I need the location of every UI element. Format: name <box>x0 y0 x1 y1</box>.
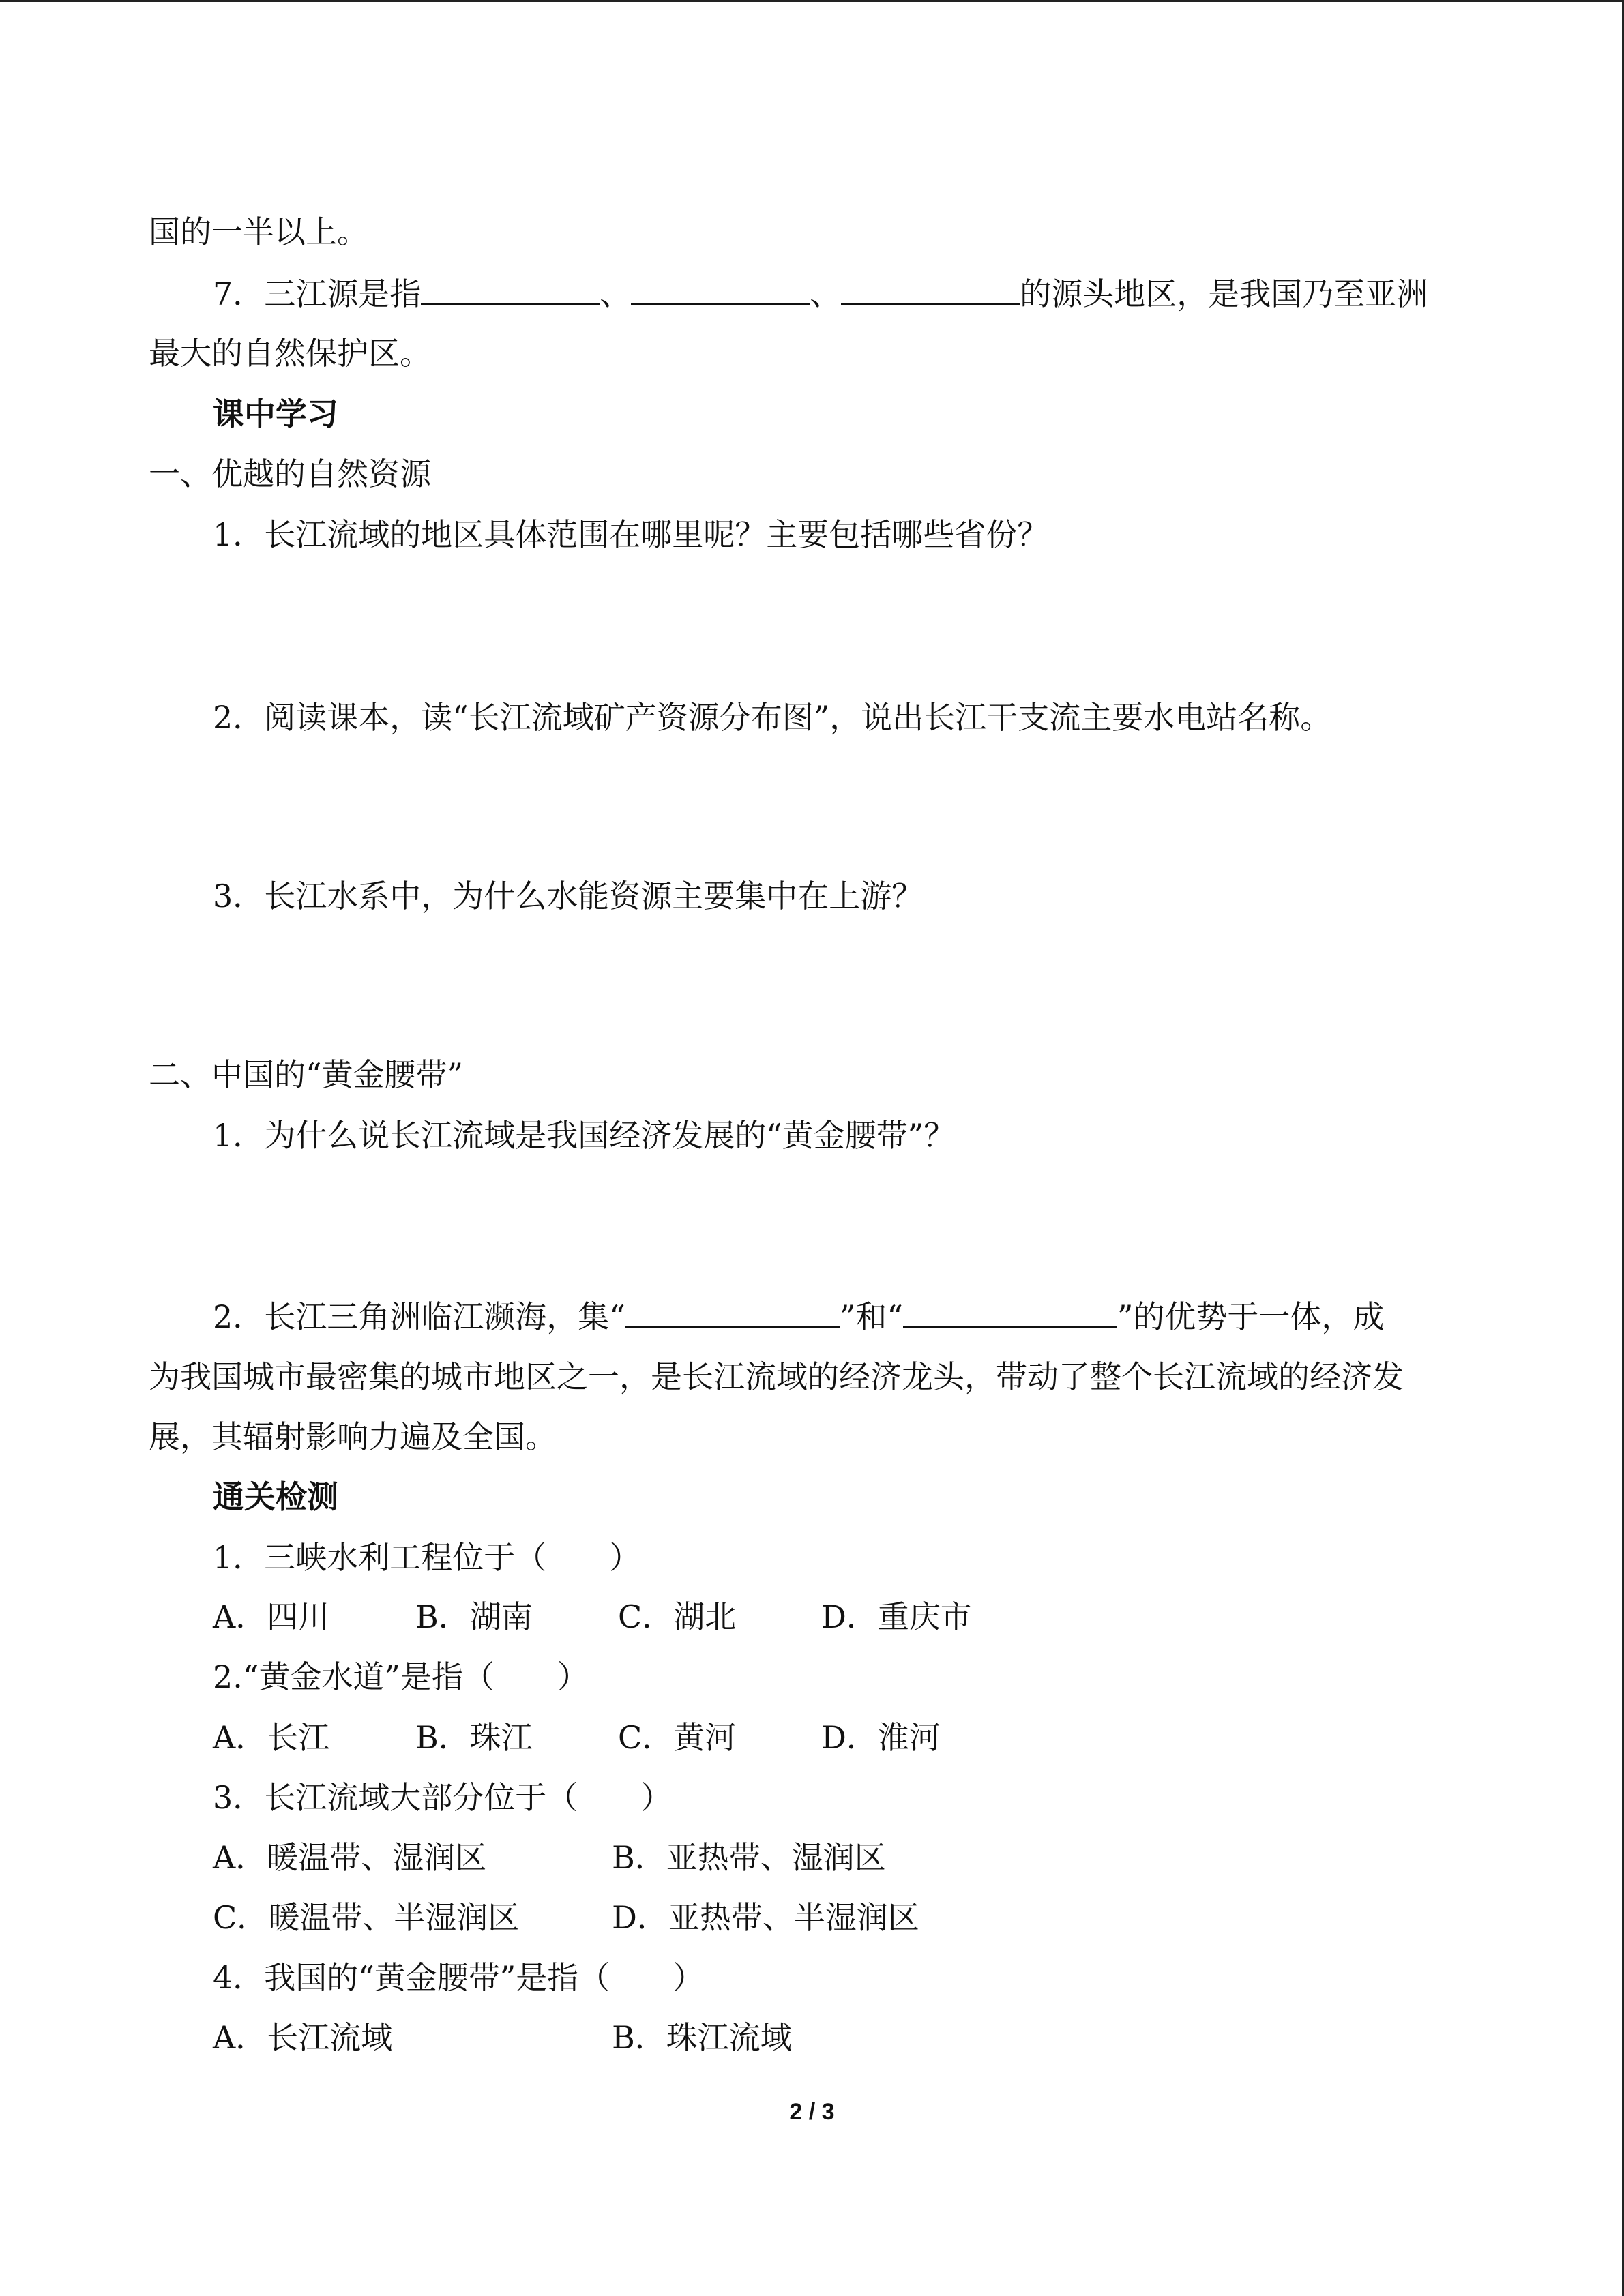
question-7-line-2: 最大的自然保护区。 <box>149 335 431 372</box>
question-7-suffix: 的源头地区，是我国乃至亚洲 <box>1020 275 1428 312</box>
test-4-option-a: A．长江流域 <box>213 2019 393 2056</box>
answer-blank[interactable] <box>631 273 810 305</box>
heading-test: 通关检测 <box>213 1478 338 1515</box>
question-2-prefix: 2．长江三角洲临江濒海，集“ <box>213 1298 625 1335</box>
separator: 、 <box>810 275 842 312</box>
test-2-stem: 2.“黄金水道”是指（ ） <box>213 1658 589 1695</box>
question-2-mid: ”和“ <box>839 1298 903 1335</box>
page-number: 2 / 3 <box>789 2099 835 2125</box>
section-1-title: 一、优越的自然资源 <box>149 456 431 492</box>
test-2-option-b: B．珠江 <box>415 1719 533 1756</box>
test-4-option-b: B．珠江流域 <box>612 2019 792 2056</box>
test-2-option-d: D．淮河 <box>821 1719 941 1756</box>
answer-blank[interactable] <box>625 1296 840 1328</box>
answer-blank[interactable] <box>421 273 600 305</box>
test-1-option-a: A．四川 <box>213 1598 330 1635</box>
test-1-option-d: D．重庆市 <box>821 1598 972 1635</box>
section-2-question-2-line-2: 为我国城市最密集的城市地区之一，是长江流域的经济龙头，带动了整个长江流域的经济发 <box>149 1358 1404 1395</box>
question-7-line-1 <box>213 273 1428 314</box>
test-3-stem: 3．长江流域大部分位于（ ） <box>213 1779 673 1816</box>
test-2-option-c: C．黄河 <box>618 1719 737 1756</box>
test-4-stem: 4．我国的“黄金腰带”是指（ ） <box>213 1959 705 1996</box>
question-2-suffix: ”的优势于一体，成 <box>1117 1298 1385 1335</box>
test-1-option-c: C．湖北 <box>618 1598 737 1635</box>
test-1-stem: 1．三峡水利工程位于（ ） <box>213 1539 641 1576</box>
continued-line: 国的一半以上。 <box>149 213 368 250</box>
section-1-question-2: 2．阅读课本，读“长江流域矿产资源分布图”，说出长江干支流主要水电站名称。 <box>213 699 1332 736</box>
section-2-question-2-line-3: 展，其辐射影响力遍及全国。 <box>149 1418 557 1455</box>
answer-blank[interactable] <box>903 1296 1117 1328</box>
section-1-question-3: 3．长江水系中，为什么水能资源主要集中在上游？ <box>213 878 924 914</box>
question-7-prefix: 7．三江源是指 <box>213 275 422 312</box>
section-1-question-1: 1．长江流域的地区具体范围在哪里呢？主要包括哪些省份？ <box>213 516 1049 553</box>
section-2-title: 二、中国的“黄金腰带” <box>149 1056 464 1093</box>
test-2-option-a: A．长江 <box>213 1719 330 1756</box>
separator: 、 <box>600 275 632 312</box>
section-2-question-1: 1．为什么说长江流域是我国经济发展的“黄金腰带”？ <box>213 1117 956 1154</box>
answer-blank[interactable] <box>841 273 1020 305</box>
test-3-option-a: A．暖温带、湿润区 <box>213 1839 487 1876</box>
test-3-option-d: D．亚热带、半湿润区 <box>612 1899 919 1936</box>
test-1-option-b: B．湖南 <box>415 1598 533 1635</box>
heading-in-class: 课中学习 <box>213 396 338 432</box>
section-2-question-2-line-1 <box>213 1296 1384 1337</box>
test-3-option-c: C．暖温带、半湿润区 <box>213 1899 520 1936</box>
test-3-option-b: B．亚热带、湿润区 <box>612 1839 886 1876</box>
